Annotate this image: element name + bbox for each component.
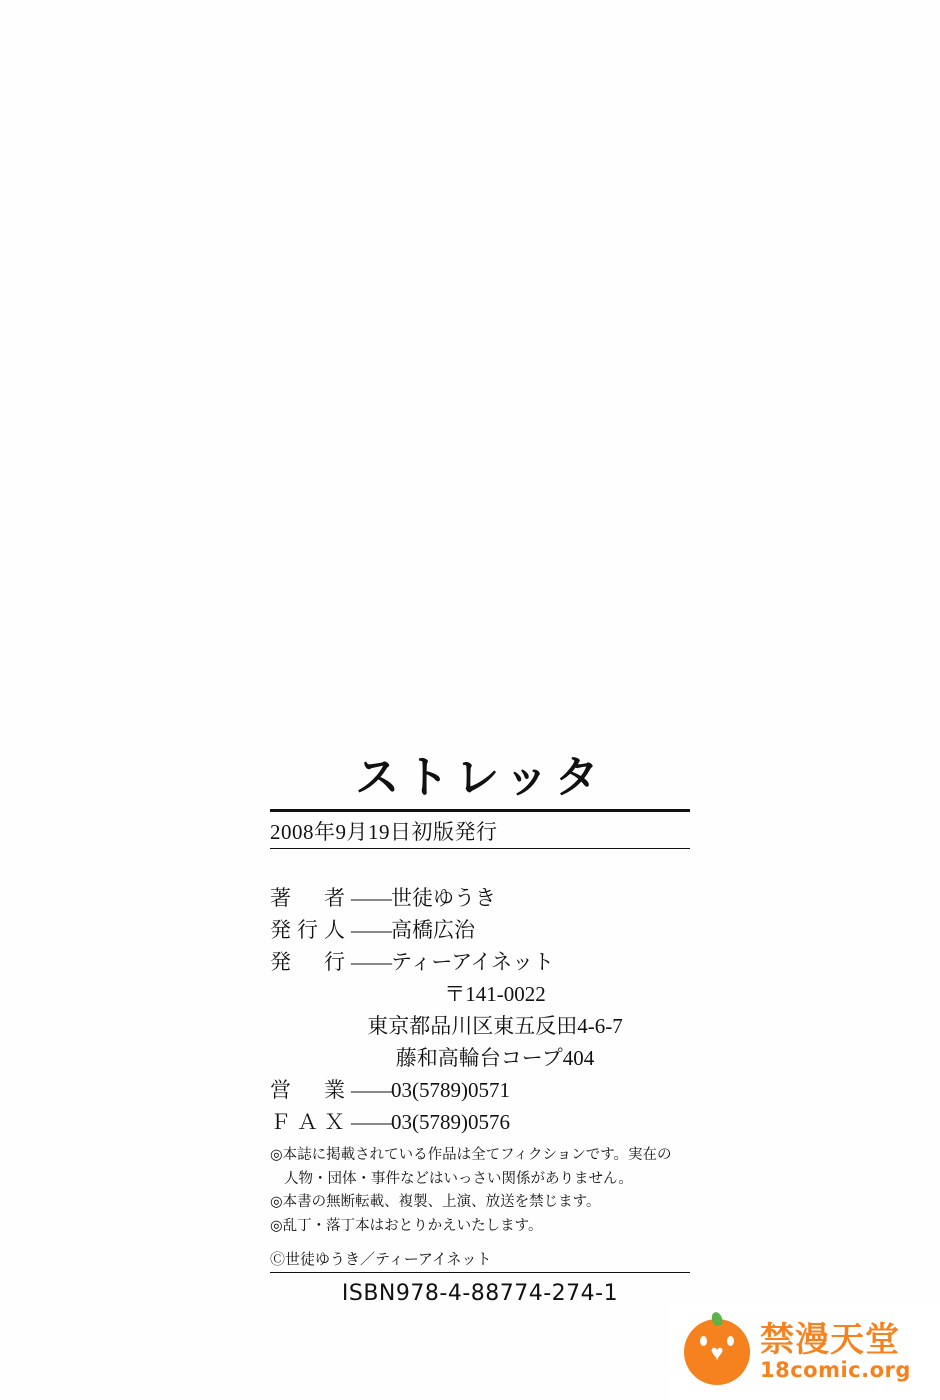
copyright-line: Ⓒ世徒ゆうき／ティーアイネット — [270, 1252, 492, 1269]
mascot-icon — [684, 1319, 750, 1385]
watermark-site-url: 18comic.org — [760, 1357, 911, 1382]
credit-dash-publisher-person: —— — [351, 918, 391, 943]
address-postal-code: 〒141-0022 — [444, 981, 546, 1006]
credit-row-publisher-person — [270, 915, 690, 947]
credit-dash-author: —— — [351, 886, 391, 911]
date-rule-thin — [270, 848, 690, 849]
address-street: 東京都品川区東五反田4-6-7 — [367, 1013, 623, 1038]
contact-value-fax: 03(5789)0576 — [391, 1109, 510, 1134]
heart-icon: ♥ — [710, 1340, 724, 1366]
watermark-text — [760, 1320, 911, 1382]
credit-value-publisher: ティーアイネット — [391, 950, 555, 974]
legal-note-fiction-line2: 人物・団体・事件などはいっさい関係がありません。 — [284, 1170, 633, 1187]
legal-note-defective-copies: ◎乱丁・落丁本はおとりかえいたします。 — [270, 1217, 543, 1234]
legal-note-reproduction: ◎本書の無断転載、複製、上演、放送を禁じます。 — [270, 1194, 601, 1211]
credits-list — [270, 883, 690, 1138]
credit-label-author: 著 者 — [270, 886, 351, 911]
book-title: ストレッタ — [355, 752, 605, 803]
contact-row-sales — [270, 1075, 690, 1107]
address-building: 藤和高輪台コープ404 — [395, 1045, 595, 1070]
credit-dash-publisher: —— — [351, 950, 391, 974]
legal-notes — [270, 1144, 690, 1238]
contact-dash-fax: —— — [351, 1109, 391, 1134]
credit-value-publisher-person: 高橋広治 — [391, 918, 475, 943]
contact-label-fax: ＦＡＸ — [270, 1109, 351, 1134]
contact-value-sales: 03(5789)0571 — [391, 1077, 510, 1102]
contact-row-fax — [270, 1107, 690, 1139]
legal-note-fiction-line1: ◎本誌に掲載されている作品は全てフィクションです。実在の — [270, 1147, 672, 1164]
contact-label-sales: 営 業 — [270, 1077, 351, 1102]
credit-label-publisher: 発 行 — [270, 950, 351, 974]
colophon-block — [270, 752, 690, 1307]
contact-dash-sales: —— — [351, 1077, 391, 1102]
credit-value-author: 世徒ゆうき — [391, 886, 496, 911]
isbn-number: ISBN978-4-88774-274-1 — [341, 1281, 619, 1307]
credit-row-author — [270, 883, 690, 915]
credit-row-publisher — [270, 947, 690, 979]
credit-label-publisher-person: 発行人 — [270, 918, 351, 943]
site-watermark — [670, 1304, 940, 1400]
publication-date: 2008年9月19日初版発行 — [270, 820, 498, 845]
watermark-site-name: 禁漫天堂 — [760, 1320, 900, 1361]
